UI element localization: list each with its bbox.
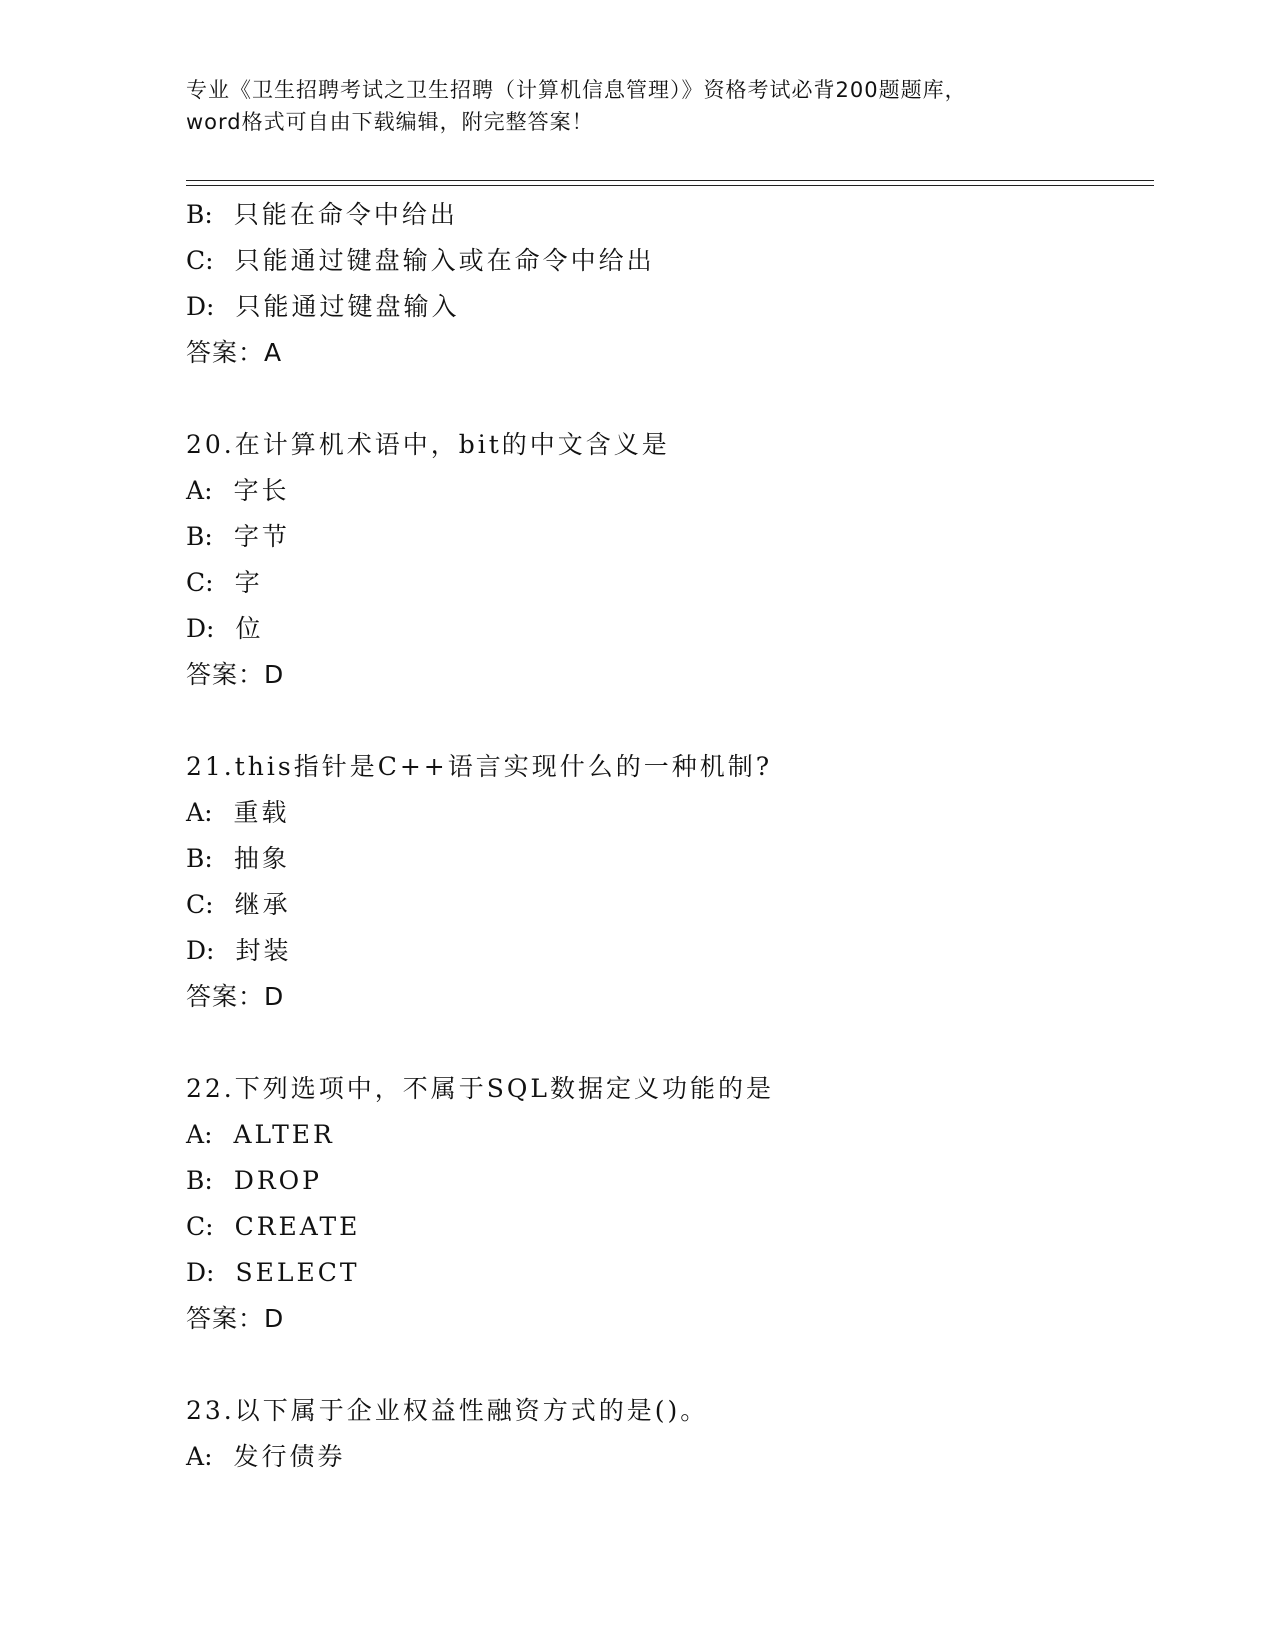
header-divider-top [186,180,1154,181]
answer-label: 答案：D [186,660,285,689]
option-c: C: 字 [186,568,263,597]
option-d: D: 只能通过键盘输入 [186,292,460,321]
option-text: ALTER [233,1120,335,1149]
option-c: C: CREATE [186,1212,361,1241]
question-block-22 [186,1066,1146,1342]
option-b: B: 只能在命令中给出 [186,200,458,229]
question-stem: 20.在计算机术语中，bit的中文含义是 [186,430,670,459]
question-block-19 [186,192,1146,376]
document-header [186,74,1086,138]
option-text: 只能在命令中给出 [233,200,458,229]
option-b: B: DROP [186,1166,322,1195]
option-a: A: 发行债券 [186,1442,346,1471]
option-text: 发行债券 [233,1442,346,1471]
question-list [186,192,1146,1480]
answer-label: 答案：A [186,338,283,367]
option-text: 只能通过键盘输入 [235,292,460,321]
option-d: D: 封装 [186,936,292,965]
option-d: D: SELECT [186,1258,360,1287]
option-a: A: ALTER [186,1120,335,1149]
option-c: C: 继承 [186,890,291,919]
question-stem: 23.以下属于企业权益性融资方式的是()。 [186,1396,709,1425]
option-text: 只能通过键盘输入或在命令中给出 [234,246,655,275]
option-b: B: 抽象 [186,844,290,873]
option-text: CREATE [234,1212,361,1241]
header-line-2: word格式可自由下载编辑，附完整答案！ [186,110,594,134]
option-c: C: 只能通过键盘输入或在命令中给出 [186,246,655,275]
header-line-1: 专业《卫生招聘考试之卫生招聘（计算机信息管理）》资格考试必背200题题库， [186,78,967,102]
option-text: 位 [235,614,264,643]
answer-label: 答案：D [186,1304,285,1333]
option-text: 封装 [235,936,292,965]
option-text: 继承 [234,890,291,919]
option-text: 字 [234,568,263,597]
option-text: 字节 [233,522,290,551]
question-block-21 [186,744,1146,1020]
answer-label: 答案：D [186,982,285,1011]
question-stem: 22.下列选项中，不属于SQL数据定义功能的是 [186,1074,774,1103]
option-text: SELECT [235,1258,360,1287]
option-text: DROP [233,1166,322,1195]
question-block-23 [186,1388,1146,1480]
option-a: A: 字长 [186,476,290,505]
option-b: B: 字节 [186,522,290,551]
option-a: A: 重载 [186,798,290,827]
option-text: 抽象 [233,844,290,873]
option-text: 字长 [233,476,290,505]
question-block-20 [186,422,1146,698]
question-stem: 21.this指针是C++语言实现什么的一种机制? [186,752,773,781]
option-text: 重载 [233,798,290,827]
option-d: D: 位 [186,614,264,643]
header-divider-bottom [186,185,1154,186]
